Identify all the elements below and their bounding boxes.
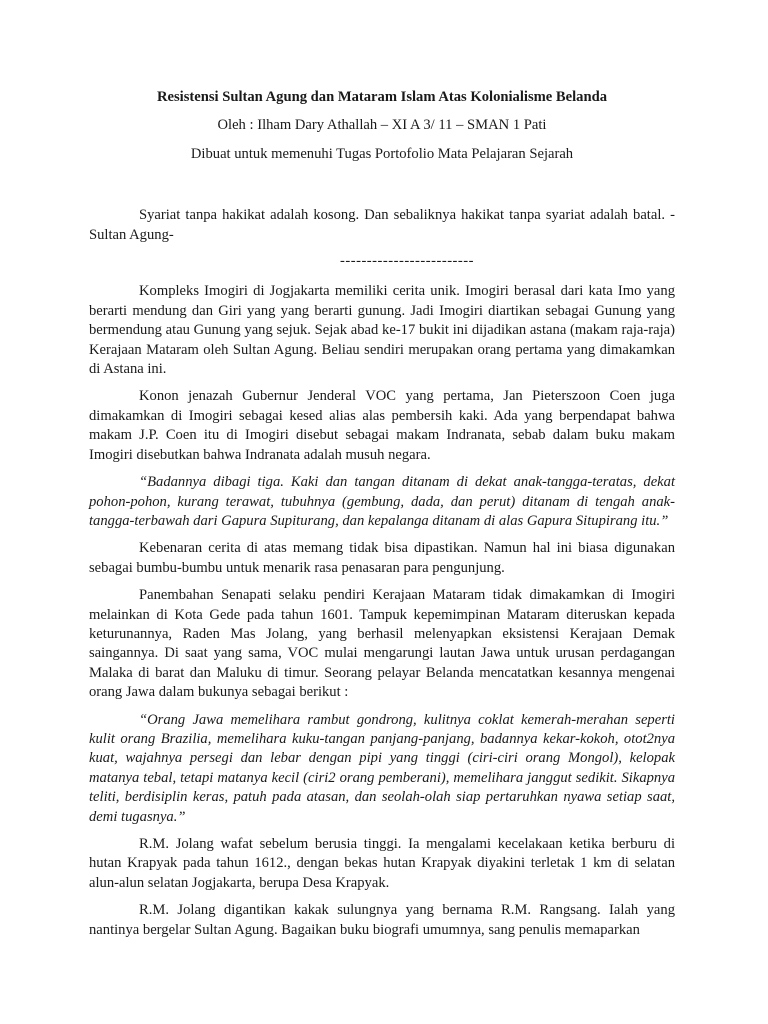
section-divider: ------------------------- bbox=[340, 253, 474, 270]
spacer bbox=[89, 173, 675, 206]
paragraph-coen: Konon jenazah Gubernur Jenderal VOC yang pertama, Jan Pieterszoon Coen juga dimakamkan di Imogiri sebagai kesed alias alas pembersih kaki. Ada yang berpendapat bahwa makam J.P. Coen itu di Imogiri disebut sebagai makam Indranata, sebab dalam buku makam Imogiri disebutkan bahwa Indranata adalah musuh negara. bbox=[89, 388, 675, 463]
author-line: Oleh : Ilham Dary Athallah – XI A 3/ 11 – SMAN 1 Pati bbox=[217, 117, 547, 134]
quote-javanese-description: “Orang Jawa memelihara rambut gondrong, kulitnya coklat kemerah-merahan seperti kulit orang Brazilia, memelihara kuku-tangan panjang-panjang, badannya kekar-kokoh, otot2nya kuat, wajahnya persegi dan lebar dengan pipi yang tinggi (ciri-ciri orang Mongol), kelopak matanya tebal, tetapi matanya kecil (ciri2 orang pemberani), memelihara janggut sedikit. Sikapnya teliti, berdisiplin keras, patuh pada atasan, dan seolah-olah siap pertaruhkan nyawa setiap saat, demi tugasnya.” bbox=[89, 711, 675, 825]
motto-quote: Syariat tanpa hakikat adalah kosong. Dan sebaliknya hakikat tanpa syariat adalah batal. -Sultan Agung- bbox=[89, 207, 675, 243]
paragraph-jolang-death: R.M. Jolang wafat sebelum berusia tinggi. Ia mengalami kecelakaan ketika berburu di hutan Krapyak pada tahun 1612., dengan bekas hutan Krapyak diyakini terletak 1 km di selatan alun-alun selatan Jogjakarta, berupa Desa Krapyak. bbox=[89, 836, 675, 891]
paragraph-senapati: Panembahan Senapati selaku pendiri Kerajaan Mataram tidak dimakamkan di Imogiri melainkan di Kota Gede pada tahun 1601. Tampuk kepemimpinan Mataram diteruskan kepada keturunannya, Raden Mas Jolang, yang berhasil melenyapkan eksistensi Kerajaan Demak saingannya. Di saat yang sama, VOC mulai mengarungi lautan Jawa untuk urusan perdagangan Malaka di barat dan Maluku di timur. Seorang pelayar Belanda mencatatkan kesannya mengenai orang Jawa dalam bukunya sebagai berikut : bbox=[89, 587, 675, 701]
paragraph-imogiri: Kompleks Imogiri di Jogjakarta memiliki cerita unik. Imogiri berasal dari kata Imo yang berarti mendung dan Giri yang yang berarti gunung. Jadi Imogiri diartikan sebagai Gunung yang bermendung atau Gunung yang sejuk. Sejak abad ke-17 bukit ini dijadikan astana (makam raja-raja) Kerajaan Mataram oleh Sultan Agung. Beliau sendiri merupakan orang pertama yang dimakamkan di Astana ini. bbox=[89, 283, 675, 378]
purpose-line: Dibuat untuk memenuhi Tugas Portofolio Mata Pelajaran Sejarah bbox=[190, 145, 574, 162]
document-page bbox=[89, 88, 675, 948]
quote-body-division: “Badannya dibagi tiga. Kaki dan tangan ditanam di dekat anak-tangga-teratas, dekat pohon-pohon, kurang terawat, tubuhnya (gembung, dada, dan perut) ditanam di tengah anak-tangga-terbawah dari Gapura Supiturang, dan kepalanga ditanam di alas Gapura Situpirang itu.” bbox=[89, 474, 675, 529]
document-title: Resistensi Sultan Agung dan Mataram Islam Atas Kolonialisme Belanda bbox=[156, 89, 608, 105]
paragraph-truth: Kebenaran cerita di atas memang tidak bisa dipastikan. Namun hal ini biasa digunakan sebagai bumbu-bumbu untuk menarik rasa penasaran para pengunjung. bbox=[89, 540, 675, 576]
paragraph-rangsang: R.M. Jolang digantikan kakak sulungnya yang bernama R.M. Rangsang. Ialah yang nantinya bergelar Sultan Agung. Bagaikan buku biografi umumnya, sang penulis memaparkan bbox=[89, 902, 675, 938]
